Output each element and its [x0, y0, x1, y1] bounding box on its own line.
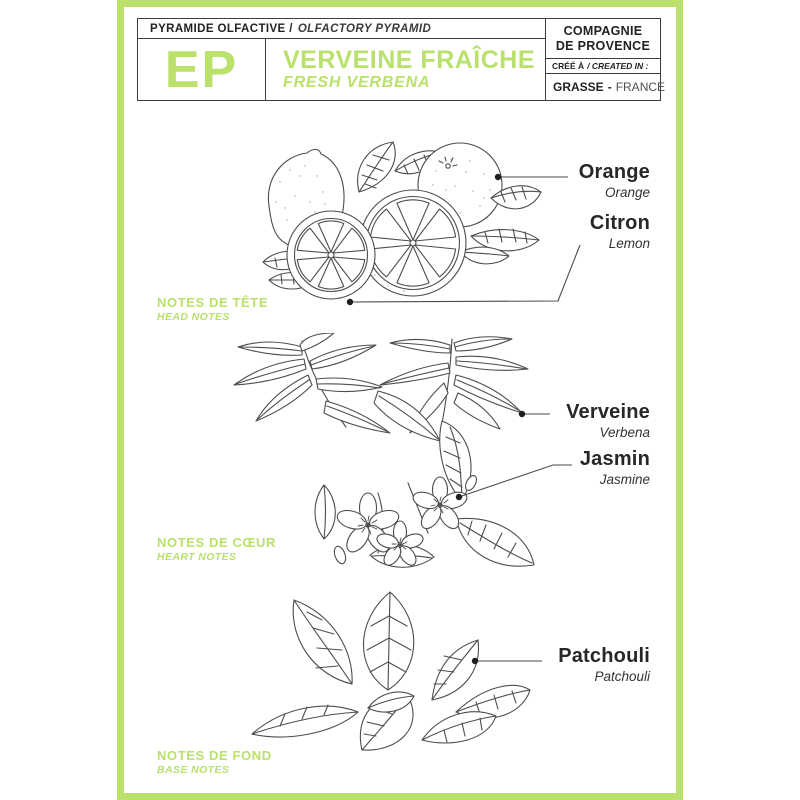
patchouli-leaves-line-art-icon [240, 588, 532, 758]
ingredient-name-fr: Citron [589, 212, 650, 234]
header-right [546, 19, 666, 100]
fragrance-name-fr: VERVEINE FRAÎCHE [283, 45, 536, 74]
pyramid-title-fr: PYRAMIDE OLFACTIVE / [150, 22, 293, 35]
ep-logo: EP [164, 40, 239, 99]
note-label-base [157, 748, 272, 776]
brand-logo [546, 19, 660, 59]
ingredient-label-citron [590, 212, 650, 251]
logo-cell [138, 39, 266, 100]
header-main-row [138, 39, 545, 100]
pyramid-section-title [138, 19, 545, 39]
ingredient-name-fr: Patchouli [558, 645, 650, 667]
note-label-fr: NOTES DE CŒUR [157, 535, 277, 550]
ingredient-name-en: Patchouli [594, 669, 650, 684]
patchouli-illustration [240, 588, 532, 758]
note-label-fr: NOTES DE TÊTE [157, 295, 269, 310]
created-in-fr: CRÉÉ À [552, 61, 585, 71]
note-label-en: HEAD NOTES [157, 311, 230, 323]
origin-row [546, 74, 666, 100]
ingredient-label-patchouli [558, 645, 650, 684]
brand-line2: DE PROVENCE [555, 38, 651, 53]
note-label-en: BASE NOTES [157, 764, 230, 776]
brand-line1: COMPAGNIE [563, 24, 643, 39]
ingredient-name-en: Verbena [599, 425, 650, 440]
header-left [138, 19, 546, 100]
citrus-illustration [255, 140, 545, 305]
origin-separator: - [607, 80, 612, 94]
ingredient-label-verveine [566, 401, 650, 440]
created-in-en: / CREATED IN : [587, 61, 649, 71]
ingredient-name-en: Lemon [608, 236, 650, 251]
ingredient-name-fr: Verveine [566, 401, 650, 423]
ingredient-name-fr: Jasmin [579, 448, 650, 470]
olfactory-pyramid-card [117, 0, 683, 800]
pyramid-title-en: OLFACTORY PYRAMID [297, 22, 432, 35]
origin-country: FRANCE [615, 80, 666, 94]
note-label-fr: NOTES DE FOND [157, 748, 272, 763]
header-table [137, 18, 666, 101]
created-in-row [546, 59, 660, 74]
ingredient-label-orange [579, 161, 650, 200]
ingredient-name-en: Jasmine [599, 472, 650, 487]
ingredient-name-en: Orange [604, 185, 650, 200]
ingredient-name-fr: Orange [578, 161, 650, 183]
note-label-heart [157, 535, 276, 563]
note-label-head [157, 295, 268, 323]
ingredient-label-jasmin [580, 448, 650, 487]
fragrance-name-en: FRESH VERBENA [283, 74, 431, 92]
origin-city: GRASSE [553, 80, 604, 94]
note-label-en: HEART NOTES [157, 551, 237, 563]
citrus-orange-lemon-line-art-icon [255, 140, 545, 305]
fragrance-title-cell [266, 39, 545, 100]
